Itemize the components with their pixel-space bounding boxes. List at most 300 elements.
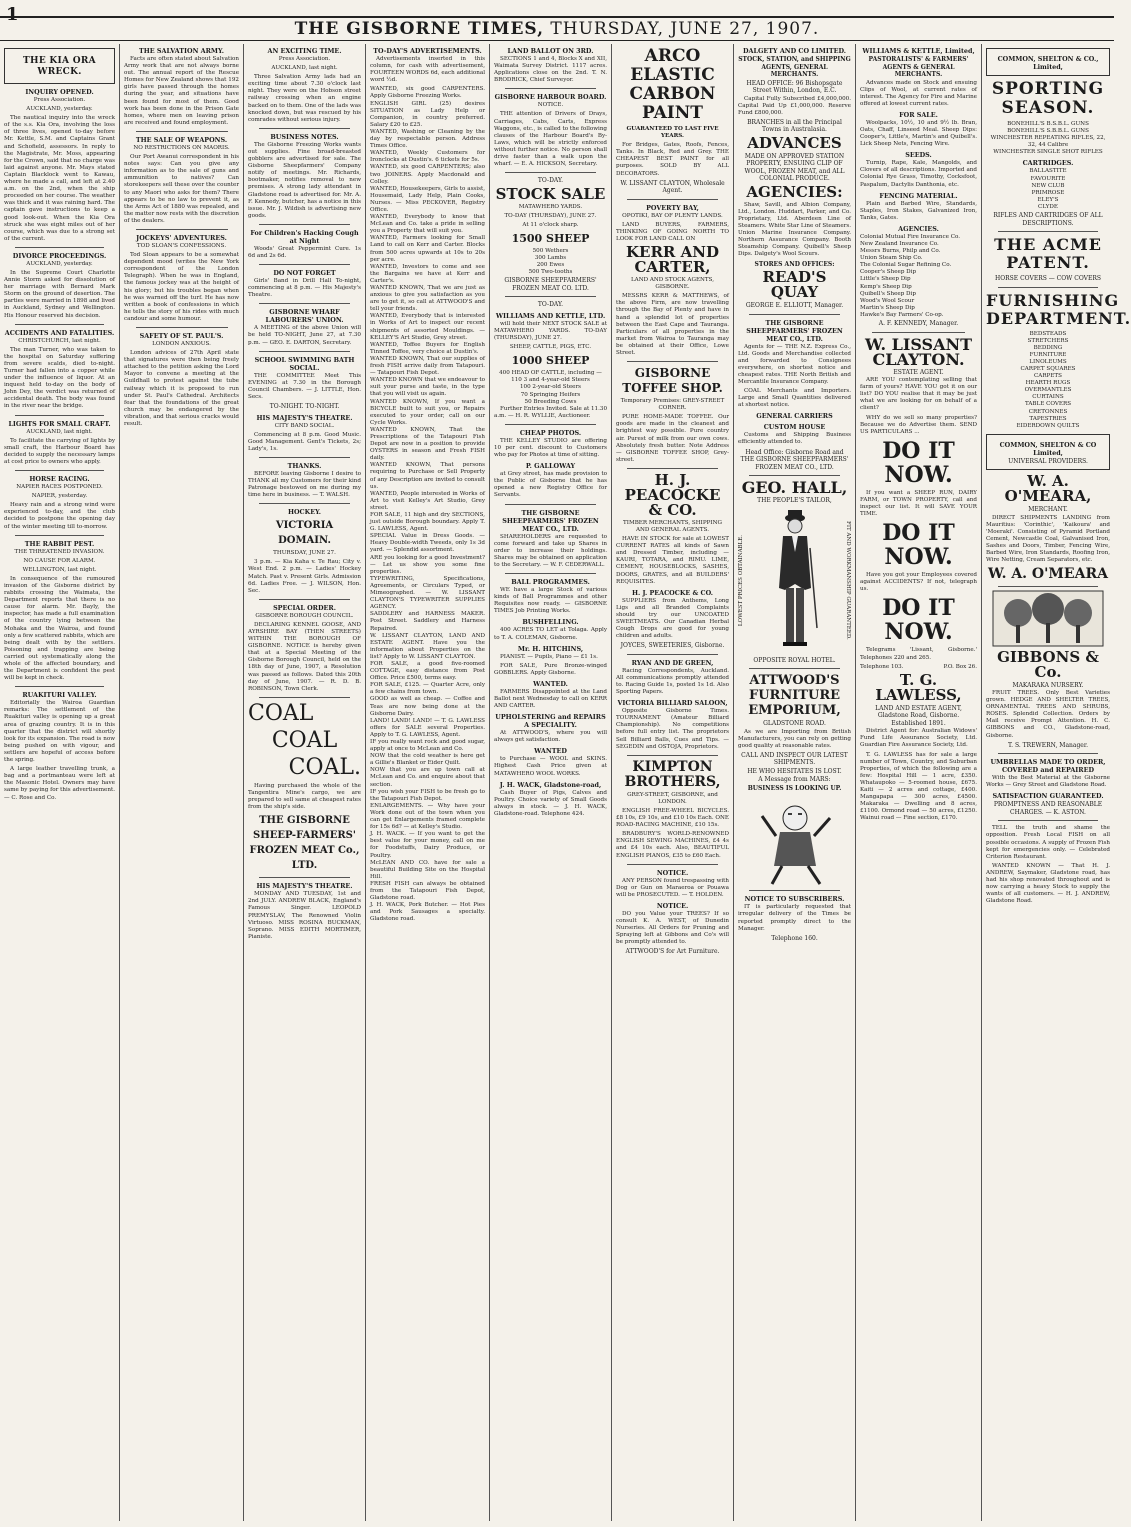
classified-ad: ENGLISH GIRL (25) desires SITUATION as Lady Help or Companion, in country preferred. Salary £20 to £25. xyxy=(370,100,485,128)
masthead-date: THURSDAY, JUNE 27, 1907. xyxy=(550,19,820,39)
divider xyxy=(872,332,966,333)
hockey-headline: HOCKEY. xyxy=(287,508,322,517)
divider xyxy=(15,470,104,471)
classified-ad: WANTED KNOWN, That our supplies of fresh FISH arrive daily from Tatapouri. — Tatapouri Fish Depot. xyxy=(370,355,485,377)
land-ballot-text: SECTIONS 1 and 4, Blocks X and XII, Waimata Survey District. 1117 acres. Applications close on the 2nd. T. N. BRODRICK, Chief Surveyor. xyxy=(494,56,607,84)
fencing-text: Plain and Barbed Wire, Standards, Staples, Iron Stakes, Galvanized Iron, Tanks, Gates. xyxy=(860,200,977,221)
forget-text: Girls' Band in Drill Hall To-night, commencing at 8 p.m. — His Majesty's Theatre. xyxy=(248,278,361,299)
agency-line: Martin's Sheep Dip xyxy=(860,304,915,311)
furnishing-line: BEDSTEADS xyxy=(1029,330,1067,337)
sheep-1000-title: 1000 SHEEP xyxy=(511,354,590,368)
victoria-headline: VICTORIA BILLIARD SALOON, xyxy=(617,699,728,708)
classified-ad: WANTED KNOWN, If you want a BICYCLE built to suit you, or Repairs executed to your order, call on our Cycle Works. xyxy=(370,398,485,426)
furnishing-line: BEDDING xyxy=(1033,344,1063,351)
exciting-source: Press Association. xyxy=(278,56,331,62)
sheep-line: 500 Two-tooths xyxy=(528,269,573,276)
kerr-carter-text: MESSRS KERR & MATTHEWS, of the above Firm, are now travelling through the Bay of Plenty and have in hand a splendid lot of properties between the East Cape and Tauranga. Particulars of all properties in the market from Wairoa to Tauranga may be obtained at their Office, Lowe Street. xyxy=(616,293,729,356)
classified-ad: NOW that the cold weather is here get a Gillie's Blanket or Eider Quilt. xyxy=(370,753,485,767)
do-it-now-1: DO IT NOW. xyxy=(882,437,955,488)
common-shelton-box xyxy=(986,48,1110,76)
sporting-list xyxy=(986,121,1110,156)
sheepfarmers-coal: COAL Merchants and Importers. Large and Small Quantities delivered at shortest notice. xyxy=(738,388,851,409)
wool-headline: WANTED xyxy=(534,747,567,756)
agency-line: Kemp's Sheep Dip xyxy=(860,283,912,290)
furnishing-line: STRETCHERS xyxy=(1027,337,1069,344)
cattle-list xyxy=(494,370,607,405)
arco-text: For Bridges, Gates, Roofs, Fences, Tanks. In Black, Red and Grey. THE CHEAPEST BEST PAINT for all purposes. SOLD BY ALL DECORATORS. xyxy=(616,142,729,177)
universal-providers: UNIVERSAL PROVIDERS. xyxy=(1008,457,1088,465)
classified-ad: FOR SALE, a good five-roomed COTTAGE, easy distance from Post Office. Price £500, terms easy. xyxy=(370,660,485,682)
agency-line: Messrs Burns, Philp and Co. xyxy=(860,248,941,255)
sheep-count-title: 1500 SHEEP xyxy=(511,232,590,245)
classified-ad: WANTED, six good CARPENTERS; also two JOINERS. Apply Macdonald and Colley. xyxy=(370,164,485,185)
classified-ad: WANTED, Toffee Buyers for English Tinned Toffee, very choice at Dustin's. xyxy=(370,341,485,355)
salvation-text: Facts are often stated about Salvation Army work that are not always borne out. The annual report of the Rescue Homes for New Zealand shows that 192 girls have passed through the homes during the year, and situations have been found for most of them. Good work has been done in the Prison Gate homes, where men on leaving prison are received and found employment. xyxy=(124,56,239,126)
column-1 xyxy=(0,44,120,1521)
hockey-place: VICTORIA DOMAIN. xyxy=(275,520,334,547)
cartridges-headline: CARTRIDGES. xyxy=(1022,159,1074,168)
gentleman-illustration xyxy=(765,508,825,653)
stores-label: STORES AND OFFICES: xyxy=(754,260,835,268)
salvation-headline: THE SALVATION ARMY. xyxy=(139,47,224,55)
cartridge-line: ELEY'S xyxy=(1037,196,1059,203)
divider xyxy=(15,415,104,416)
column-6 xyxy=(612,44,734,1521)
for-sale-headline: FOR SALE. xyxy=(899,110,938,119)
forget-headline: DO NOT FORGET xyxy=(273,269,336,278)
common-shelton-headline: COMMON, SHELTON & CO., Limited, xyxy=(997,55,1099,71)
dalgety-subhead: STOCK, STATION, and SHIPPING AGENTS, GENERAL MERCHANTS. xyxy=(738,56,851,78)
divider xyxy=(998,586,1097,587)
acme-subhead: HORSE COVERS — COW COVERS xyxy=(995,275,1101,283)
classified-ad: FOR SALE, £125. — Quarter Acre, only a few chains from town. xyxy=(370,682,485,696)
column-3 xyxy=(244,44,366,1521)
classified-ad: WANTED, People interested in Works of Art to visit Kelley's Art Studio, Grey street. xyxy=(370,490,485,511)
kia-ora-box xyxy=(4,48,115,84)
wanted-known-text: WANTED KNOWN — That H. J. ANDREW, Saymaker, Gladstone road, has had his shop renovated throughout and is now carrying a heavy Stock to supply the wants of all customers. — H. J. ANDREW, Gladstone Road. xyxy=(986,862,1110,905)
cartridge-line: PRIMROSE xyxy=(1031,189,1065,196)
contact-row xyxy=(860,664,977,671)
galloway-text: at Grey street, has made provision to the Public of Gisborne that he has opened a new Registry Office for Servants. xyxy=(494,471,607,499)
wharf-headline: GISBORNE WHARF LABOURERS' UNION. xyxy=(265,308,344,325)
kimpton-text: ENGLISH FREE-WHEEL BICYCLES. £8 10s, £9 10s, and £10 10s Each. ONE ROAD-RACING MACHINE, £10 15s. xyxy=(616,807,729,829)
phone-label: Telephone 103. xyxy=(860,663,904,670)
harbour-text: THE attention of Drivers of Drays, Carriages, Cabs, Carts, Express Waggons, etc., is called to the following clauses of the Harbour Board's By-Laws, which will be strictly enforced without further notice. No person shall drive faster than a walk upon the wharf. — E. A. HICKSON, Secretary. xyxy=(494,111,607,168)
agency-line: Hawke's Bay Farmers' Co-op. xyxy=(860,311,944,318)
classified-ad: SADDLERY and HARNESS MAKER. Post Street. Saddlery and Harness Repaired. xyxy=(370,611,485,632)
subscribers-headline: NOTICE TO SUBSCRIBERS. xyxy=(744,895,845,904)
geo-hall-title: GEO. HALL, xyxy=(741,478,848,498)
classified-ad: NOW that you are up town call at McLean and Co. and enquire about that section. xyxy=(370,767,485,788)
stock-place: MATAWHERO YARDS. xyxy=(518,203,583,210)
st-pauls-subhead: LONDON ANXIOUS. xyxy=(152,341,211,347)
hockey-text: 3 p.m. — Kia Kaha v. Te Rau; City v. West End. 2 p.m. — Ladies' Hockey Match. Past v. Present Girls. Admission 6d. Ladies Free. — J. WILSON, Hon. Sec. xyxy=(248,559,361,594)
cattle-line: 100 2-year-old Steers xyxy=(519,384,582,391)
divider xyxy=(259,503,349,504)
arco-agent: W. LISSANT CLAYTON, Wholesale Agent. xyxy=(620,179,725,195)
agency-line: The Colonial Sugar Refining Co. xyxy=(860,262,952,269)
column-9 xyxy=(982,44,1131,1521)
classified-ad: J. H. WACK. — If you want to get the best value for your money, call on me for Foodstuffs, Dairy Produce, or Poultry. xyxy=(370,831,485,859)
geo-side-label-2: FIT AND WORKMANSHIP GUARANTEED. xyxy=(845,521,851,640)
divider xyxy=(749,668,839,669)
wreck-text: The nautical inquiry into the wreck of the s.s. Kia Ora, involving the loss of three lives, opened to-day before Mr. Kettle, S.M. and Captains Grant and Schofield, assessors. In reply to the Magistrate, Mr. Moss, appearing for the Crown, said that no charge was laid against anyone. Mr. Mays stated Captain Blacklock went to Kawau, where he made a call, and left at 2.40 a.m. on the 2nd, when the ship proceeded on her course. The weather was thick and it was raining hard. The captain gave instructions to keep a good look-out. When the Kia Ora struck she was eight miles out of her course, which was due to a strong set of the current. xyxy=(4,115,115,242)
classified-ad: IF you really want rock and good sugar, apply at once to McLean and Co. xyxy=(370,739,485,753)
frozen-meat-headline: THE GISBORNE SHEEPFARMERS' FROZEN MEAT CO., LTD. xyxy=(502,508,599,533)
geo-hall-address: OPPOSITE ROYAL HOTEL. xyxy=(753,656,836,664)
arco-subhead: GUARANTEED TO LAST FIVE YEARS. xyxy=(626,126,719,140)
hesitates-label: HE WHO HESITATES IS LOST. xyxy=(747,767,842,775)
classified-ad: WANTED, Investors to come and see the Bargains we have at Kerr and Carter's. xyxy=(370,263,485,284)
classified-ad: WANTED, Farmers looking for Small Land to call on Kerr and Carter. Blocks from 500 acres upwards at 10s to 20s per acre. xyxy=(370,235,485,263)
today-label: TO-DAY. xyxy=(537,177,564,185)
ryan-text: Racing Correspondents, Auckland. All communications promptly attended to. Racing Guide 1s, posted 1s 1d. Also Sporting Papers. xyxy=(616,667,729,696)
joyces-label: JOYCES, SWEETERIES, Gisborne. xyxy=(620,642,725,650)
tailor-illustration-row xyxy=(738,506,851,656)
wanted-text: FARMERS Disappointed at the Land Ballot next Wednesday to call on KERR AND CARTER. xyxy=(494,688,607,710)
hitchins-text: PIANIST. — Pupils, Piano — £1 1s. xyxy=(500,653,598,660)
divider xyxy=(259,224,349,225)
seeds-headline: SEEDS. xyxy=(905,151,932,160)
lights-headline: LIGHTS FOR SMALL CRAFT. xyxy=(8,419,111,428)
inquiry-subhead: INQUIRY OPENED. xyxy=(25,88,94,96)
todays-ads-headline: TO-DAY'S ADVERTISEMENTS. xyxy=(373,47,482,55)
divider xyxy=(259,697,349,698)
classified-ad: WANTED, Housekeepers, Girls to assist, Housemaid, Lady Help, Plain Cooks, Nurses. — Miss PECKOVER, Registry Office. xyxy=(370,185,485,213)
agency-line: Quibell's Sheep Dip xyxy=(860,290,916,297)
cartridge-line: CLYDE xyxy=(1038,203,1058,210)
divider xyxy=(627,755,717,756)
peacocke-text-2: SUPPLIERS from Anthems, Long Ligs and all Branded Complaints should try our UNCOATED SWEETMEATS. Our Canadian Herbal Cough Drops are good for young children and adults. xyxy=(616,597,729,640)
divider xyxy=(505,172,595,173)
dalgety-headline: DALGETY AND CO LIMITED. xyxy=(742,47,847,55)
classified-ad: IF you wish your FISH to be fresh go to the Tatapouri Fish Depot. xyxy=(370,788,485,802)
stock-sale-title: STOCK SALE xyxy=(495,184,606,203)
divider xyxy=(15,324,104,325)
geo-hall-subhead: THE PEOPLE'S TAILOR, xyxy=(757,497,832,505)
valley-text: Editorially the Wairoa Guardian remarks: The settlement of the Ruakituri valley is opening up a great area of grazing country. It is in this quarter that the district will shortly look for its expansion. The road is now being pushed on with vigour, and settlers are hopeful of access before the spring. xyxy=(4,700,115,764)
toffee-subhead: Temporary Premises: GREY-STREET CORNER. xyxy=(620,398,725,412)
rabbit-text: In consequence of the rumoured invasion of the Gisborne district by rabbits crossing the Waimata, the Department reports that there is no cause for alarm. Mr. Bayly, the inspector, has made a full examination of the country lying between the Mohaka and the Wairoa, and found only a few scattered rabbits, which are being dealt with by the settlers. Poisoning and trapping are being carried out systematically along the whole of the affected boundary, and the Department is confident the pest will be kept in check. xyxy=(4,575,115,682)
lissant-subhead: ESTATE AGENT. xyxy=(893,368,944,376)
kerr-carter-subhead: LAND AND STOCK AGENTS, GISBORNE. xyxy=(630,277,715,291)
divider xyxy=(136,131,228,132)
peacocke-title: H. J. PEACOCKE & CO. xyxy=(624,470,721,519)
toffee-title: GISBORNE TOFFEE SHOP. xyxy=(622,366,723,396)
sheep-line: 200 Ewes xyxy=(536,262,565,269)
attwood-art-label: ATTWOOD'S for Art Furniture. xyxy=(625,948,720,956)
poverty-bay-headline: POVERTY BAY, xyxy=(646,203,699,212)
st-pauls-text: London advices of 27th April state that signatures were then being freely attached to the petition asking the Lord Mayor to convene a meeting at the Guildhall to protest against the tube railway which it is proposed to run under St. Paul's Cathedral. Architects fear that the foundations of the great church may be endangered by the vibration, and that serious cracks would result. xyxy=(124,350,239,428)
sheep-list xyxy=(494,248,607,276)
classified-ad: WANTED, Weekly Customers for Ironclocks at Dustin's. 6 tickets for 5s. xyxy=(370,150,485,164)
acme-title: THE ACME PATENT. xyxy=(994,235,1102,273)
do-it-now-text-1: If you want a SHEEP RUN, DAIRY FARM, or TOWN PROPERTY, call and inspect our list. It will SAVE YOUR TIME. xyxy=(860,489,977,518)
notice-headline-2: NOTICE. xyxy=(656,901,689,910)
wharf-text: A MEETING of the above Union will be held TO-NIGHT, June 27, at 7.30 p.m. — GEO. E. DARTON, Secretary. xyxy=(248,325,361,346)
cheap-photos-headline: CHEAP PHOTOS. xyxy=(519,428,582,437)
divider xyxy=(998,753,1097,754)
notice-headline: NOTICE. xyxy=(656,868,689,877)
frozen-meat-title: THE GISBORNE SHEEP-FARMERS' FROZEN MEAT Co., LTD. xyxy=(249,815,360,872)
omeara-subhead: MERCHANT. xyxy=(1028,506,1068,514)
lights-place: AUCKLAND, last night. xyxy=(26,428,93,435)
seeds-text: Turnip, Rape, Kale, Mangolds, and Clovers of all descriptions. Imported and Colonial Rye Grass, Timothy, Cocksfoot, Paspalum, Dactylis Danthonia, etc. xyxy=(860,160,977,188)
wreck-place: AUCKLAND, yesterday. xyxy=(26,106,93,113)
divorce-place: AUCKLAND, yesterday. xyxy=(26,260,93,267)
agency-line: New Zealand Insurance Co. xyxy=(860,241,939,247)
hockey-date: THURSDAY, JUNE 27. xyxy=(273,550,336,557)
majesty-headline: HIS MAJESTY'S THEATRE. xyxy=(256,413,353,422)
cartridge-line: BALLASTITE xyxy=(1029,168,1067,175)
do-it-now-text-2: Have you got your Employees covered against ACCIDENTS? If not, telegraph us. xyxy=(860,572,977,593)
cattle-agents: Further Entries Invited. Sale at 11.30 a.m. — H. R. WYLLIE, Auctioneer. xyxy=(494,405,608,419)
tonight-label: TO-NIGHT. TO-NIGHT. xyxy=(269,403,340,410)
agencies-title: AGENCIES: xyxy=(746,182,843,201)
classified-ad: FRESH FISH can always be obtained from the Tatapouri Fish Depot, Gladstone road. xyxy=(370,880,485,902)
horse-text: Heavy rain and a strong wind were experienced to-day, and the club decided to postpone the opening day of the winter meeting till to-morrow. xyxy=(4,502,115,530)
upholstering-headline: UPHOLSTERING and REPAIRS A SPECIALITY. xyxy=(495,713,606,730)
classified-ad: WANTED KNOWN, That the Prescriptions of the Tatapouri Fish Depot are now in a position to provide OYSTERS in season and Fresh FISH daily. xyxy=(370,426,485,462)
coal-word-2: COAL xyxy=(271,727,338,753)
furnishing-line: EIDERDOWN QUILTS xyxy=(1016,422,1080,429)
classified-ad: GOOD as well as cheap. — Coffee and Teas are now being done at the Gisborne Dairy. xyxy=(370,696,485,717)
special-order-subhead: GISBORNE BOROUGH COUNCIL. xyxy=(255,612,354,619)
divider xyxy=(505,88,595,89)
weapons-text: Our Port Awanui correspondent in his notes says: Can you give any information as to the sale of guns and ammunition to natives? Can storekeepers sell these over the counter to any Maori who asks for them? There appears to be no law to prevent it, as the Arms Act of 1880 was repealed, and the matter now rests with the discretion of the dealers. xyxy=(124,154,239,224)
sheep-line: 300 Lambs xyxy=(534,255,567,262)
peacocke-subhead: TIMBER MERCHANTS, SHIPPING AND GENERAL AGENTS. xyxy=(623,519,722,533)
dalgety-office: HEAD OFFICE: 96 Bishopsgate Street Within, London, E.C. xyxy=(746,79,843,94)
divider xyxy=(749,314,839,315)
paper-title: THE GISBORNE TIMES, xyxy=(294,19,544,39)
agencies-headline: AGENCIES. xyxy=(898,224,939,233)
weapons-headline: THE SALE OF WEAPONS. xyxy=(135,135,228,144)
agency-list xyxy=(860,234,977,319)
mars-subhead: BUSINESS IS LOOKING UP. xyxy=(747,784,842,792)
lissant-text-2: WHY do we sell so many properties? Because we do Advertise them. SEND US PARTICULARS ... xyxy=(860,414,977,435)
thanks-text: BEFORE leaving Gisborne I desire to THANK all my Customers for their kind Patronage bestowed on me during my time here in business. — T. WALSH. xyxy=(248,470,361,499)
stock-agents: GISBORNE SHEEPFARMERS' FROZEN MEAT CO. LTD. xyxy=(504,277,597,292)
ball-programmes-headline: BALL PROGRAMMES. xyxy=(511,578,590,587)
classified-ad: WANTED, Everybody to know that McLean and Co. take a pride in selling you a Property that will suit you. xyxy=(370,214,485,235)
divider xyxy=(627,654,717,655)
classified-ad: LAND! LAND! LAND! — T. G. LAWLESS offers for SALE several Properties. Apply to T. G. LAWLESS, Agent. xyxy=(370,717,485,738)
classified-ad: ARE you looking for a good Investment? — Let us show you some fine properties. xyxy=(370,554,485,575)
column-7 xyxy=(734,44,856,1521)
divider xyxy=(998,231,1097,232)
special-order-text: DECLARING KENNEL GOOSE, AND AYRSHIRE BAY (THEN STREETS) WITHIN THE BOROUGH OF GISBORNE. NOTICE is hereby given that at a Special Meeting of the Gisborne Borough Council, held on the 18th day of June, 1907, a Resolution was passed as follows. Dated this 20th day of June, 1907. — R. D. B. ROBINSON, Town Clerk. xyxy=(248,621,361,692)
fencing-headline: FENCING MATERIAL. xyxy=(879,191,958,200)
agency-line: Cooper's Sheep Dip xyxy=(860,269,917,276)
rabbit-place: WELLINGTON, last night. xyxy=(22,566,97,573)
masthead xyxy=(0,4,1114,41)
divider xyxy=(259,599,349,600)
furnishing-list xyxy=(986,331,1110,430)
pastoralists-subhead: PASTORALISTS' & FARMERS' AGENTS & GENERAL MERCHANTS. xyxy=(868,56,969,78)
agencies-text: Shaw, Savill, and Albion Company, Ltd., London. Huddart, Parker, and Co. Proprietary, Ltd. Aberdeen Line of Steamers. White Star Line of Steamers. Union Marine Insurance Company. Northern Assurance Company. Booth Steamship Company. Quibell's Sheep Dips. Dalgety's Wool Scours. xyxy=(738,201,851,258)
cartridge-line: FAVOURITE xyxy=(1030,175,1066,182)
do-it-now-2: DO IT NOW. xyxy=(882,520,955,571)
furnishing-line: TAPESTRIES xyxy=(1029,415,1067,422)
toffee-text: PURE HOME-MADE TOFFEE. Our goods are made in the cleanest and brightest way possible. Pure country air. Purest of milk from our own cows. Absolutely fresh butter. Note Address — GISBORNE TOFFEE SHOP, Grey-street. xyxy=(616,414,729,463)
nursery-illustration xyxy=(993,591,1103,646)
telephone-label: Telephone 160. xyxy=(771,934,818,942)
poverty-bay-text: LAND BUYERS, FARMERS, THINKING OF GOING NORTH TO LOOK FOR LAND CALL ON xyxy=(616,221,729,242)
furnishing-line: LINOLEUMS xyxy=(1029,358,1067,365)
divider xyxy=(259,128,349,129)
majesty-subhead: CITY BAND SOCIAL. xyxy=(274,422,335,429)
cough-text: Woods' Great Peppermint Cure. 1s 6d and 2s 6d. xyxy=(248,245,361,259)
divider xyxy=(627,199,717,200)
reads-quay-title: READ'S QUAY xyxy=(762,268,827,302)
stock-time: At 11 o'clock sharp. xyxy=(522,221,579,228)
school-headline: SCHOOL SWIMMING BATH SOCIAL. xyxy=(254,355,355,372)
kia-ora-headline: THE KIA ORA WRECK. xyxy=(23,56,96,77)
poverty-bay-subhead: OPOTIKI, BAY OF PLENTY LANDS. xyxy=(622,212,723,219)
furnishing-line: CRETONNES xyxy=(1028,408,1068,415)
head-office-text: Head Office: Gisborne Road and THE GISBORNE SHEEPFARMERS' FROZEN MEAT CO., LTD. xyxy=(740,448,849,471)
attwood-title: ATTWOOD'S FURNITURE EMPORIUM, xyxy=(748,673,841,719)
cheap-photos-text: THE KELLEY STUDIO are offering 10 per cent. discount to Customers who pay for Photos at time of sitting. xyxy=(494,437,607,459)
wool-text: to Purchase — WOOL and SKINS. Highest Cash Price given at MATAWHERO WOOL WORKS. xyxy=(494,756,607,777)
horse-place: NAPIER, yesterday. xyxy=(31,493,88,500)
accidents-place: CHRISTCHURCH, last night. xyxy=(18,337,101,344)
jockeys-subhead: TOD SLOAN'S CONFESSIONS. xyxy=(136,242,227,249)
divider xyxy=(259,303,349,304)
business-headline: BUSINESS NOTES. xyxy=(270,132,339,141)
divider xyxy=(998,820,1097,821)
harbour-headline: GISBORNE HARBOUR BOARD. xyxy=(494,93,607,102)
umbrellas-text: With the Best Material at the Gisborne Works — Grey Street and Gladstone Road. xyxy=(986,775,1110,789)
galloway-headline: P. GALLOWAY xyxy=(525,462,576,471)
weapons-subhead: NO RESTRICTIONS ON MAORIS. xyxy=(133,144,230,151)
sporting-line: WINCHESTER REPEATING RIFLES, 22, 32, 44 Calibre xyxy=(990,135,1106,149)
column-5 xyxy=(490,44,612,1521)
classified-ad: WANTED KNOWN, That we are just as anxious to give you satisfaction as you are to get it, so call at ATTWOOD'S and tell your friends. xyxy=(370,285,485,313)
cattle-line: 110 3 and 4-year-old Steers xyxy=(511,377,590,384)
sporting-season-title: SPORTING SEASON. xyxy=(991,79,1105,118)
coal-text: Having purchased the whole of the Tangentira Mine's cargo, we are prepared to sell same at cheapest rates from the ship's side. xyxy=(248,782,361,811)
victoria-text: Opposite Gisborne Times. TOURNAMENT (Amateur Billiard Championship). No competitions before full entry list. The proprietors Sell Billiard Balls, Cues and Tips. — SEGEDIN and OSTOJA, Proprietors. xyxy=(616,708,729,750)
theatre-text: MONDAY AND TUESDAY, 1st and 2nd JULY. ANDREW BLACK, England's Famous Singer. LEOPOLD PREMYSLAV, The Renowned Violin Virtuoso. MISS ROSINA BUCKMAN, Soprano. MISS EDITH MORTIMER, Pianiste. xyxy=(248,891,361,940)
common-shelton-headline-2: COMMON, SHELTON & CO Limited, xyxy=(999,440,1097,457)
kimpton-title: KIMPTON BROTHERS, xyxy=(624,758,721,790)
cattle-line: 70 Springing Heifers xyxy=(520,391,581,398)
trunk-ad-text: A large leather travelling trunk, a bag and a portmanteau were left at the Masonic Hotel. Owners may have same by paying for this advertisement. — C. Rose and Co. xyxy=(4,766,115,801)
furnishing-line: CARPETS xyxy=(1034,373,1062,380)
classified-ad: J. H. WACK, Pork Butcher. — Hot Pies and Pork Sausages a specialty. Gladstone road. xyxy=(370,902,485,923)
horse-racing-headline: HORSE RACING. xyxy=(29,475,90,484)
common-shelton-box-2 xyxy=(986,434,1110,471)
divider xyxy=(505,504,595,505)
notice-text-2: DO you Value your TREES? If so consult K. A. WEST, of Dunedin Nurseries. All Orders for Pruning and Spraying left at Gibbons and Co's will be promptly attended to. xyxy=(616,910,729,946)
cartridge-tail: RIFLES AND CARTRIDGES OF ALL DESCRIPTIONS. xyxy=(993,212,1103,227)
notice-text: ANY PERSON found trespassing with Dog or Gun on Maraeroa or Pouawa will be PROSECUTED. — T. HOLDEN. xyxy=(616,877,729,898)
furnishing-line: HEARTH RUGS xyxy=(1025,380,1071,387)
box-label: P.O. Box 26. xyxy=(943,663,977,670)
cough-headline: For Children's Hacking Cough at Night xyxy=(250,228,359,245)
cartridge-line: NEW CLUB xyxy=(1031,182,1065,189)
furnishing-line: FURNITURE xyxy=(1029,351,1067,358)
mars-label: A Message from MARS: xyxy=(758,776,831,784)
classified-ad: WANTED, Everybody that is interested in Works of Art to inspect our recent shipments of assorted Mouldings. — KELLEY'S Art Studio, Grey street. xyxy=(370,313,485,341)
cattle-line: 400 HEAD OF CATTLE, including — xyxy=(499,370,602,377)
cattle-line: 50 Breeding Cows xyxy=(524,398,577,405)
furnishing-title: FURNISHING DEPARTMENT. xyxy=(986,290,1131,328)
divorce-text: In the Supreme Court Charlotte Annie Storm asked for dissolution of her marriage with Bernard Mark Storm on the ground of desertion. The parties were married in 1898 and lived in Auckland, Sydney and Wellington. His Honour reserved his decision. xyxy=(4,269,116,319)
divider xyxy=(998,287,1097,288)
school-text: THE COMMITTEE Meet This EVENING at 7.30 in the Borough Council Chambers. — J. LITTLE, Hon. Secs. xyxy=(248,372,361,400)
divider xyxy=(627,864,717,865)
classified-ad: McLEAN AND CO. have for sale a beautiful Building Site on the Hospital Hill. xyxy=(370,859,485,880)
classified-ad: ENLARGEMENTS. — Why have your Work done out of the town when you can get Enlargements framed complete for 15s 6d? — at Kelley's Studio. xyxy=(370,802,485,831)
business-text: The Gisborne Freezing Works wants out supplies. Fine broad-breasted gobblers are advertised for sale. The Gisborne Sheepfarmers' Company notify of meetings. Mr. Richards, bootmaker, notifies removal to new premises. A strong lady attendant in Gladstone road is advertised for. Mr. A. F. Kennedy, butcher, has a notice in this issue. Mr. J. Wildish is advertising new goods. xyxy=(248,141,361,219)
wreck-source: Press Association. xyxy=(33,97,86,103)
dalgety-branches: BRANCHES in all the Principal Towns in Australasia. xyxy=(747,118,842,134)
agency-line: Union Steam Ship Co. xyxy=(860,255,923,262)
kennedy-manager: A. F. KENNEDY, Manager. xyxy=(878,320,959,328)
gibbons-title: GIBBONS & Co. xyxy=(997,647,1099,681)
wack-headline: J. H. WACK, Gladstone-road, xyxy=(499,780,602,789)
trewern-manager: T. S. TREWERN, Manager. xyxy=(1008,741,1088,749)
ball-programmes-text: WE have a large Stock of various kinds of Ball Programmes and other Requisites now ready. — GISBORNE TIMES Job Printing Works. xyxy=(494,587,607,615)
gibbons-subhead: MAKARAKA NURSERY. xyxy=(1012,681,1084,689)
divider xyxy=(15,247,104,248)
do-it-now-3: DO IT NOW. xyxy=(882,595,955,646)
for-sale-text: Woolpacks, 10½, 10 and 9½ lb. Bran, Oats, Chaff, Linseed Meal. Sheep Dips: Cooper's, Little's, Martin's and Quibell's. Lick Sheep Nets, Fencing Wire. xyxy=(860,119,977,148)
divider xyxy=(259,457,349,458)
lights-text: To facilitate the carrying of lights by small craft, the Harbour Board has decided to supply the necessary lamps at cost price to owners who apply. xyxy=(4,437,115,465)
lissant-text: ARE YOU contemplating selling that farm of yours? HAVE YOU got it on our list? DO YOU realise that it may be just what we are looking for on behalf of a client? xyxy=(860,377,977,412)
valley-headline: RUAKITURI VALLEY. xyxy=(22,691,97,700)
accidents-text: The man Turner, who was taken to the hospital on Saturday suffering from severe scalds, died to-night. Turner had fallen into a copper while under the influence of liquor. At an inquest held to-day on the body of John Dey, the verdict was returned of accidental death. The body was found in the river near the bridge. xyxy=(4,346,115,410)
divider xyxy=(259,351,349,352)
column-8 xyxy=(856,44,982,1521)
horse-subhead: NAPIER RACES POSTPONED. xyxy=(16,484,103,491)
classified-ad: WANTED KNOWN that we endeavour to suit your purse and taste, in the type that you will visit us again. xyxy=(370,377,485,398)
promptness-label: PROMPTNESS AND REASONABLE CHARGES. — K. ASTON. xyxy=(993,801,1103,816)
geo-side-label-1: LOWEST PRICES OBTAINABLE. xyxy=(738,535,744,627)
divider xyxy=(259,264,349,265)
classified-ad: SPECIAL Value in Dress Goods. — Heavy Double-width Tweeds, only 1s 3d yard. — Splendid assortment. xyxy=(370,533,485,554)
furnishing-line: TABLE COVERS xyxy=(1024,401,1072,408)
lawless-title: T. G. LAWLESS, xyxy=(875,670,962,704)
bushfelling-text: 400 ACRES TO LET at Tolaga. Apply to T. A. COLEMAN, Gisborne. xyxy=(494,627,607,641)
sporting-line: WINCHESTER SINGLE SHOT RIFLES xyxy=(993,149,1103,156)
exciting-text: Three Salvation Army lads had an exciting time about 7.30 o'clock last night. They were on the Hobson street railway crossing when an engine backed on to them. One of the lads was knocked down, but was rescued by his comrades without serious injury. xyxy=(248,74,361,123)
dalgety-capital: Capital Fully Subscribed £4,000,000. Capital Paid Up £1,000,000. Reserve Fund £800,000. xyxy=(738,95,851,116)
furnishing-line: CURTAINS xyxy=(1032,394,1064,401)
divider xyxy=(15,686,104,687)
sheep-line: 500 Wethers xyxy=(532,248,569,254)
williams-kettle-ltd-headline: WILLIAMS & KETTLE, Limited, xyxy=(862,47,975,55)
accidents-headline: ACCIDENTS AND FATALITIES. xyxy=(4,328,115,337)
column-2 xyxy=(120,44,244,1521)
rabbit-subhead-2: NO CAUSE FOR ALARM. xyxy=(23,557,96,564)
omeara-title-2: W. A. O'MEARA xyxy=(988,565,1108,582)
upholstering-text: At ATTWOOD'S, where you will always get satisfaction. xyxy=(494,730,607,744)
column-4 xyxy=(366,44,490,1521)
divider xyxy=(627,361,717,362)
divider xyxy=(749,475,839,476)
divider xyxy=(15,535,104,536)
kerr-carter-title: KERR AND CARTER, xyxy=(626,243,719,277)
furnishing-line: CARPET SQUARES xyxy=(1020,366,1076,372)
custom-house-headline: CUSTOM HOUSE xyxy=(763,423,826,432)
rabbit-subhead: THE THREATENED INVASION. xyxy=(14,548,105,555)
arco-title: ARCO ELASTIC CARBON PAINT xyxy=(629,46,716,123)
